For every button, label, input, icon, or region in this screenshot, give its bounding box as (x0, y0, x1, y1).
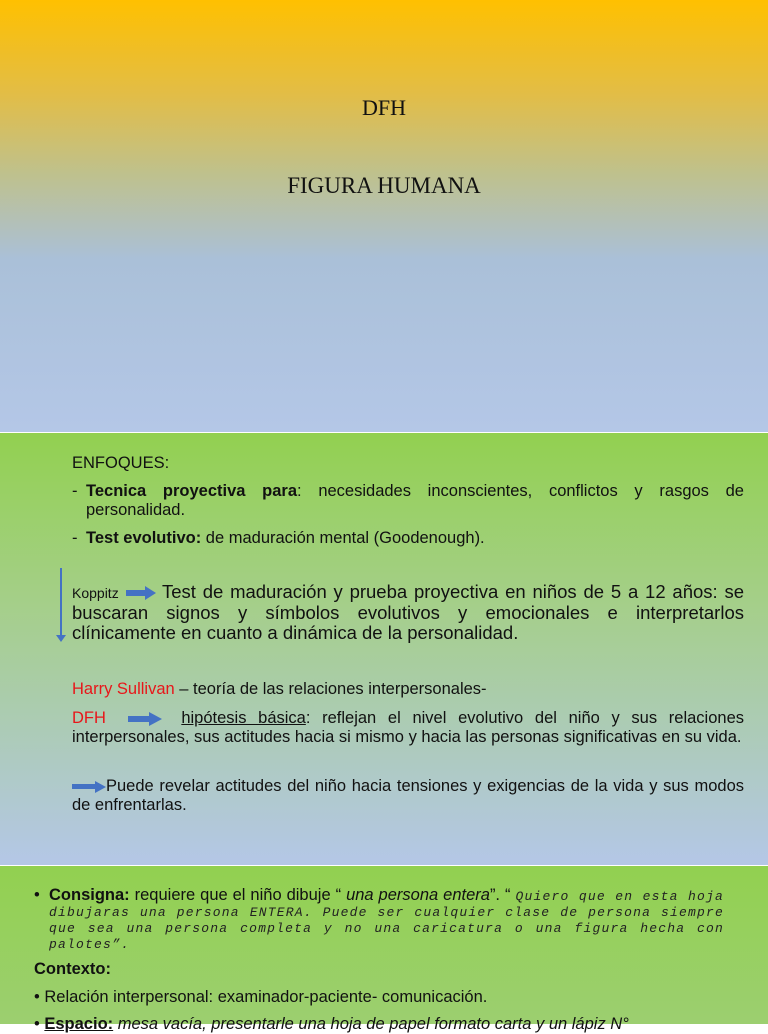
hipotesis-text: : reflejan el nivel evolutivo del niño y sus relaciones interpersonales, sus actitudes hacia si mismo y hacia las personas significativas en su vida. (72, 709, 744, 746)
consigna-paragraph: • Consigna: requiere que el niño dibuje “ una persona entera”. “ Quiero que en esta hoja dibujaras una persona ENTERA. Puede ser cualquier clase de persona siempre que sea una persona completa y no una caricatura o una figura hecha con palotes”. (34, 886, 724, 952)
slide-title: DFH (361, 95, 406, 120)
enfoque-item-evolutivo: - Test evolutivo: de maduración mental (Goodenough). (72, 529, 485, 547)
dfh-label: DFH (72, 709, 106, 727)
espacio-label: Espacio: (44, 1015, 114, 1033)
consigna-italic: una persona entera (346, 886, 490, 904)
contexto-heading: Contexto: (34, 960, 111, 978)
title-slide (0, 0, 768, 432)
hipotesis-label: hipótesis básica (181, 709, 306, 727)
right-arrow-icon (126, 586, 156, 600)
relacion-text: Relación interpersonal: examinador-paciente- comunicación. (44, 988, 488, 1006)
espacio-text: mesa vacía, presentarle una hoja de papel formato carta y un lápiz N° (113, 1015, 629, 1033)
espacio-item: • Espacio: mesa vacía, presentarle una hoja de papel formato carta y un lápiz N° (34, 1015, 629, 1033)
consigna-end: ”. (112, 937, 131, 952)
item1-bold: Tecnica proyectiva para (86, 482, 298, 500)
right-arrow-icon (128, 712, 162, 726)
sullivan-text: – teoría de las relaciones interpersonales- (174, 680, 487, 698)
down-arrow-icon (60, 568, 62, 636)
consigna-text: requiere que el niño dibuje “ (129, 886, 347, 904)
hipotesis-paragraph (72, 709, 744, 747)
revelar-text: Puede revelar actitudes del niño hacia tensiones y exigencias de la vida y sus modos de enfrentarlas. (72, 777, 744, 814)
koppitz-label: Koppitz (72, 585, 119, 601)
koppitz-paragraph (72, 582, 744, 643)
right-arrow-icon (72, 781, 106, 793)
item1-text: : necesidades inconscientes, conflictos y rasgos de personalidad. (86, 482, 744, 519)
koppitz-text: Test de maduración y prueba proyectiva en niños de 5 a 12 años: se buscaran signos y símbolos evolutivos y emocionales e interpretarlos clínicamente en cuanto a dinámica de la personalidad. (72, 581, 744, 643)
sullivan-name: Harry Sullivan (72, 680, 175, 698)
sullivan-line (72, 680, 744, 699)
item2-bold: Test evolutivo: (86, 529, 202, 547)
enfoques-heading: ENFOQUES: (72, 454, 170, 472)
consigna-label: Consigna: (49, 886, 130, 904)
relacion-item: • Relación interpersonal: examinador-paciente- comunicación. (34, 988, 488, 1006)
enfoque-item-proyectiva: - Tecnica proyectiva para: necesidades inconscientes, conflictos y rasgos de personalidad. (72, 482, 744, 519)
consigna-instruction: Quiero que en esta hoja dibujaras una persona ENTERA. Puede ser cualquier clase de persona siempre que sea una persona completa y no una caricatura o una figura hecha con palotes (49, 889, 724, 952)
item2-text: de maduración mental (Goodenough). (201, 529, 485, 547)
consigna-close: ”. “ (489, 886, 516, 904)
revelar-paragraph (72, 777, 744, 815)
slide-subtitle: FIGURA HUMANA (287, 173, 481, 198)
